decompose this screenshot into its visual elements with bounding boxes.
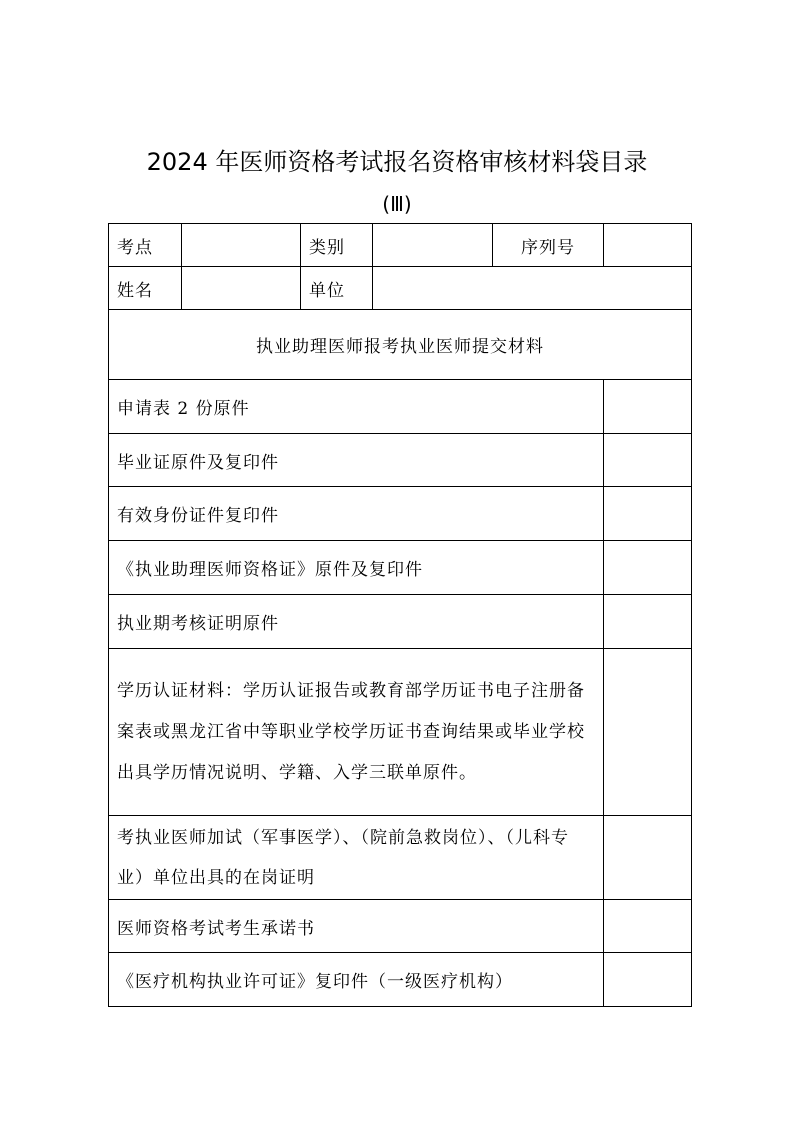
materials-table [108,223,692,1007]
material-item: 执业期考核证明原件 [109,595,604,649]
unit-label: 单位 [301,267,373,310]
table-row [109,434,692,487]
check-cell[interactable] [604,595,692,649]
table-row [109,595,692,649]
category-label: 类别 [301,224,373,267]
material-item: 学历认证材料：学历认证报告或教育部学历证书电子注册备案表或黑龙江省中等职业学校学历证书查询结果或毕业学校出具学历情况说明、学籍、入学三联单原件。 [109,649,604,816]
table-row [109,380,692,434]
header-row-1 [109,224,692,267]
material-item: 考执业医师加试（军事医学）、（院前急救岗位）、（儿科专业）单位出具的在岗证明 [109,816,604,900]
table-row [109,953,692,1007]
name-value-cell[interactable] [182,267,301,310]
section-heading-row [109,310,692,380]
check-cell[interactable] [604,541,692,595]
header-row-2 [109,267,692,310]
table-row [109,649,692,816]
unit-value-cell[interactable] [373,267,692,310]
document-subtitle: (Ⅲ) [382,192,412,216]
exam-site-value-cell[interactable] [182,224,301,267]
exam-site-label: 考点 [109,224,182,267]
name-label: 姓名 [109,267,182,310]
material-item: 《医疗机构执业许可证》复印件（一级医疗机构） [109,953,604,1007]
document-title: 2024 年医师资格考试报名资格审核材料袋目录 [146,148,648,176]
serial-value-cell[interactable] [604,224,692,267]
check-cell[interactable] [604,649,692,816]
material-item: 有效身份证件复印件 [109,487,604,541]
check-cell[interactable] [604,900,692,953]
section-heading: 执业助理医师报考执业医师提交材料 [109,310,692,380]
material-item: 医师资格考试考生承诺书 [109,900,604,953]
category-value-cell[interactable] [373,224,493,267]
material-item: 申请表 2 份原件 [109,380,604,434]
material-item: 毕业证原件及复印件 [109,434,604,487]
table-row [109,541,692,595]
check-cell[interactable] [604,434,692,487]
serial-label: 序列号 [493,224,604,267]
material-item: 《执业助理医师资格证》原件及复印件 [109,541,604,595]
check-cell[interactable] [604,816,692,900]
check-cell[interactable] [604,953,692,1007]
table-row [109,487,692,541]
table-row [109,816,692,900]
table-row [109,900,692,953]
check-cell[interactable] [604,487,692,541]
check-cell[interactable] [604,380,692,434]
